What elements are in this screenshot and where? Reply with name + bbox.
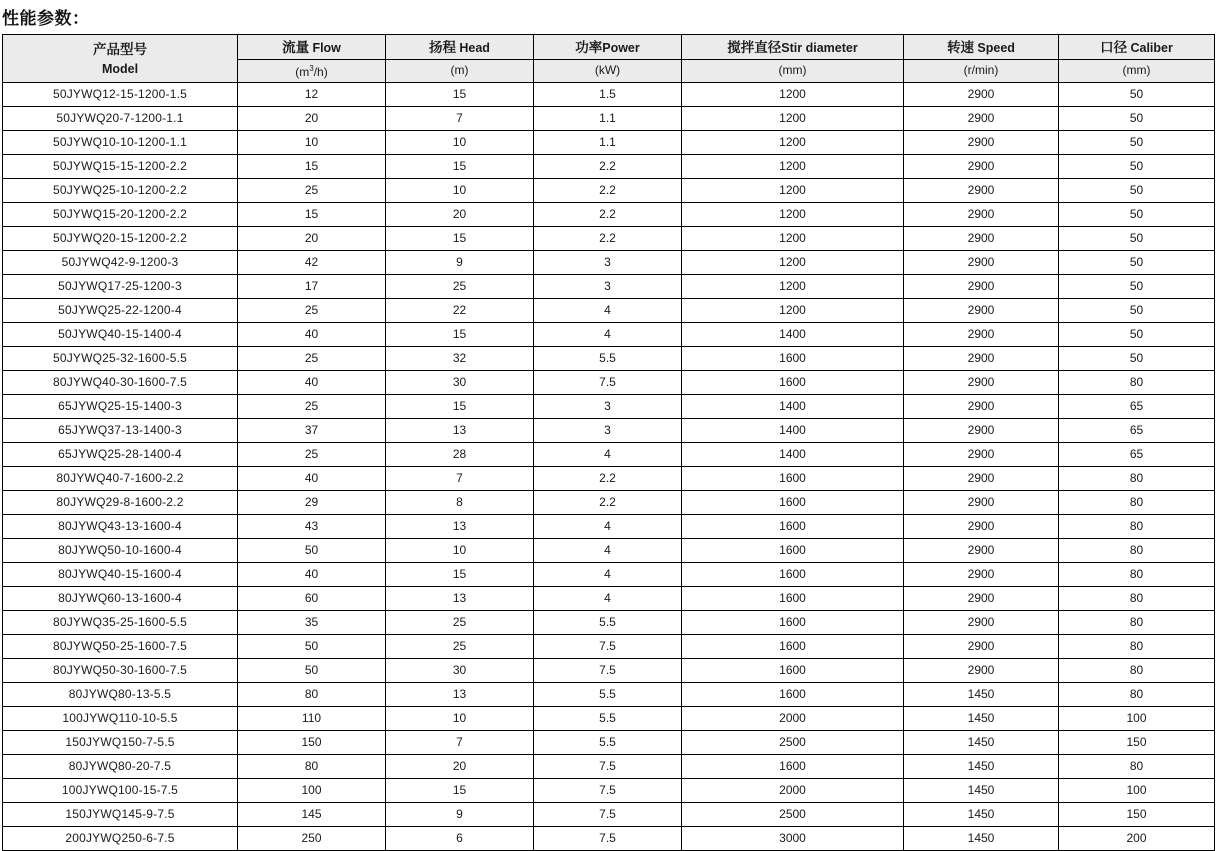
cell-power: 7.5 [534,371,682,395]
cell-power: 4 [534,539,682,563]
cell-power: 5.5 [534,731,682,755]
cell-speed: 2900 [904,443,1059,467]
cell-flow: 25 [238,299,386,323]
cell-caliber: 50 [1059,347,1215,371]
table-row [3,371,1215,395]
cell-stir-diameter: 2500 [682,803,904,827]
cell-power: 3 [534,395,682,419]
cell-speed: 2900 [904,155,1059,179]
cell-speed: 2900 [904,83,1059,107]
cell-model: 50JYWQ10-10-1200-1.1 [3,131,238,155]
cell-caliber: 80 [1059,755,1215,779]
cell-caliber: 80 [1059,635,1215,659]
table-row [3,83,1215,107]
cell-model: 65JYWQ25-15-1400-3 [3,395,238,419]
cell-caliber: 50 [1059,275,1215,299]
cell-head: 13 [386,419,534,443]
cell-flow: 25 [238,347,386,371]
cell-flow: 50 [238,635,386,659]
cell-speed: 2900 [904,563,1059,587]
cell-stir-diameter: 1600 [682,563,904,587]
cell-flow: 29 [238,491,386,515]
cell-power: 5.5 [534,683,682,707]
cell-head: 15 [386,155,534,179]
column-header-caliber-en: Caliber [1130,41,1173,55]
cell-caliber: 80 [1059,371,1215,395]
cell-stir-diameter: 2000 [682,707,904,731]
unit-speed: (r/min) [904,60,1059,83]
cell-model: 50JYWQ15-15-1200-2.2 [3,155,238,179]
cell-stir-diameter: 1200 [682,107,904,131]
cell-stir-diameter: 1600 [682,515,904,539]
table-row [3,731,1215,755]
cell-flow: 40 [238,563,386,587]
table-row [3,803,1215,827]
cell-caliber: 50 [1059,155,1215,179]
cell-speed: 2900 [904,203,1059,227]
cell-flow: 20 [238,227,386,251]
cell-model: 80JYWQ50-25-1600-7.5 [3,635,238,659]
cell-model: 50JYWQ25-10-1200-2.2 [3,179,238,203]
table-row [3,323,1215,347]
unit-stir-diameter: (mm) [682,60,904,83]
cell-head: 30 [386,659,534,683]
column-header-flow [238,35,386,60]
table-row [3,683,1215,707]
cell-power: 7.5 [534,827,682,851]
cell-speed: 2900 [904,395,1059,419]
cell-power: 5.5 [534,707,682,731]
cell-stir-diameter: 1600 [682,347,904,371]
cell-caliber: 65 [1059,419,1215,443]
table-row [3,395,1215,419]
table-row [3,419,1215,443]
table-row [3,467,1215,491]
cell-power: 1.5 [534,83,682,107]
cell-flow: 100 [238,779,386,803]
cell-head: 13 [386,683,534,707]
cell-stir-diameter: 1600 [682,611,904,635]
cell-power: 5.5 [534,611,682,635]
cell-model: 150JYWQ150-7-5.5 [3,731,238,755]
column-header-power [534,35,682,60]
cell-flow: 40 [238,371,386,395]
cell-head: 7 [386,107,534,131]
cell-head: 10 [386,539,534,563]
cell-speed: 1450 [904,683,1059,707]
table-row [3,755,1215,779]
cell-model: 80JYWQ80-13-5.5 [3,683,238,707]
column-header-power-en: Power [602,41,640,55]
cell-head: 25 [386,611,534,635]
cell-stir-diameter: 1600 [682,635,904,659]
cell-caliber: 80 [1059,539,1215,563]
table-row [3,347,1215,371]
cell-speed: 2900 [904,131,1059,155]
table-row [3,587,1215,611]
cell-stir-diameter: 1200 [682,179,904,203]
cell-power: 5.5 [534,347,682,371]
cell-model: 80JYWQ40-7-1600-2.2 [3,467,238,491]
cell-model: 50JYWQ42-9-1200-3 [3,251,238,275]
performance-parameters-table [2,34,1215,851]
table-row [3,299,1215,323]
page-title: 性能参数： [2,9,90,28]
cell-head: 9 [386,803,534,827]
cell-model: 80JYWQ40-30-1600-7.5 [3,371,238,395]
column-header-head-en: Head [459,41,490,55]
cell-flow: 110 [238,707,386,731]
cell-flow: 40 [238,323,386,347]
cell-head: 25 [386,635,534,659]
cell-model: 80JYWQ50-10-1600-4 [3,539,238,563]
cell-flow: 37 [238,419,386,443]
table-body [3,83,1215,851]
cell-flow: 17 [238,275,386,299]
cell-caliber: 50 [1059,251,1215,275]
cell-caliber: 200 [1059,827,1215,851]
column-header-model [3,35,238,83]
cell-caliber: 50 [1059,179,1215,203]
cell-flow: 42 [238,251,386,275]
cell-model: 80JYWQ40-15-1600-4 [3,563,238,587]
table-row [3,827,1215,851]
cell-power: 4 [534,323,682,347]
column-header-head [386,35,534,60]
table-row [3,275,1215,299]
cell-power: 2.2 [534,203,682,227]
cell-stir-diameter: 1600 [682,755,904,779]
cell-caliber: 80 [1059,515,1215,539]
cell-power: 3 [534,251,682,275]
cell-speed: 2900 [904,107,1059,131]
cell-model: 80JYWQ60-13-1600-4 [3,587,238,611]
cell-stir-diameter: 1600 [682,683,904,707]
cell-stir-diameter: 1600 [682,539,904,563]
cell-power: 3 [534,275,682,299]
cell-power: 2.2 [534,179,682,203]
cell-power: 3 [534,419,682,443]
cell-speed: 2900 [904,371,1059,395]
cell-power: 7.5 [534,659,682,683]
cell-stir-diameter: 1200 [682,227,904,251]
cell-model: 50JYWQ15-20-1200-2.2 [3,203,238,227]
cell-power: 2.2 [534,227,682,251]
cell-power: 4 [534,443,682,467]
column-header-caliber [1059,35,1215,60]
cell-flow: 150 [238,731,386,755]
cell-head: 13 [386,587,534,611]
table-header [3,35,1215,83]
cell-speed: 2900 [904,587,1059,611]
cell-caliber: 50 [1059,107,1215,131]
cell-head: 25 [386,275,534,299]
cell-flow: 20 [238,107,386,131]
unit-caliber: (mm) [1059,60,1215,83]
table-row [3,539,1215,563]
cell-power: 1.1 [534,131,682,155]
cell-speed: 2900 [904,323,1059,347]
cell-flow: 10 [238,131,386,155]
cell-speed: 1450 [904,707,1059,731]
cell-model: 65JYWQ37-13-1400-3 [3,419,238,443]
cell-speed: 2900 [904,491,1059,515]
cell-power: 7.5 [534,755,682,779]
unit-head: (m) [386,60,534,83]
unit-flow-text: $(m^3/h)$ [295,64,328,79]
cell-model: 50JYWQ25-22-1200-4 [3,299,238,323]
cell-speed: 2900 [904,251,1059,275]
cell-flow: 15 [238,155,386,179]
table-row [3,107,1215,131]
cell-caliber: 50 [1059,83,1215,107]
cell-caliber: 150 [1059,731,1215,755]
column-header-model-en: Model [101,62,139,76]
cell-head: 15 [386,779,534,803]
cell-stir-diameter: 1400 [682,395,904,419]
cell-stir-diameter: 1600 [682,371,904,395]
cell-flow: 15 [238,203,386,227]
column-header-stir-cn: 搅拌直径 [727,40,782,55]
cell-flow: 250 [238,827,386,851]
cell-model: 50JYWQ17-25-1200-3 [3,275,238,299]
cell-head: 15 [386,395,534,419]
column-header-flow-cn: 流量 [282,40,310,55]
cell-model: 50JYWQ25-32-1600-5.5 [3,347,238,371]
cell-head: 7 [386,731,534,755]
table-row [3,563,1215,587]
table-row [3,659,1215,683]
cell-model: 80JYWQ80-20-7.5 [3,755,238,779]
cell-head: 30 [386,371,534,395]
cell-flow: 25 [238,443,386,467]
cell-head: 15 [386,563,534,587]
cell-caliber: 80 [1059,467,1215,491]
cell-caliber: 65 [1059,395,1215,419]
cell-speed: 2900 [904,611,1059,635]
cell-stir-diameter: 1600 [682,587,904,611]
cell-stir-diameter: 1600 [682,467,904,491]
cell-stir-diameter: 2500 [682,731,904,755]
column-header-power-cn: 功率 [575,40,603,55]
cell-power: 2.2 [534,155,682,179]
cell-head: 6 [386,827,534,851]
cell-caliber: 100 [1059,707,1215,731]
cell-stir-diameter: 1200 [682,299,904,323]
cell-caliber: 50 [1059,323,1215,347]
cell-power: 4 [534,299,682,323]
cell-power: 4 [534,563,682,587]
cell-speed: 2900 [904,539,1059,563]
cell-caliber: 65 [1059,443,1215,467]
table-row [3,179,1215,203]
cell-speed: 2900 [904,299,1059,323]
cell-speed: 1450 [904,803,1059,827]
cell-flow: 80 [238,683,386,707]
column-header-model-cn: 产品型号 [93,42,147,57]
cell-flow: 25 [238,395,386,419]
table-row [3,227,1215,251]
cell-stir-diameter: 3000 [682,827,904,851]
cell-caliber: 80 [1059,611,1215,635]
cell-head: 10 [386,707,534,731]
cell-model: 80JYWQ43-13-1600-4 [3,515,238,539]
cell-model: 80JYWQ35-25-1600-5.5 [3,611,238,635]
cell-speed: 2900 [904,419,1059,443]
cell-power: 1.1 [534,107,682,131]
cell-stir-diameter: 1200 [682,251,904,275]
cell-speed: 1450 [904,755,1059,779]
cell-model: 100JYWQ110-10-5.5 [3,707,238,731]
cell-flow: 40 [238,467,386,491]
cell-model: 50JYWQ20-7-1200-1.1 [3,107,238,131]
cell-stir-diameter: 1400 [682,323,904,347]
cell-head: 7 [386,467,534,491]
unit-power: (kW) [534,60,682,83]
cell-model: 50JYWQ40-15-1400-4 [3,323,238,347]
table-row [3,443,1215,467]
cell-stir-diameter: 1200 [682,275,904,299]
cell-flow: 50 [238,539,386,563]
unit-flow [238,60,386,83]
cell-speed: 1450 [904,731,1059,755]
table-row [3,203,1215,227]
cell-model: 150JYWQ145-9-7.5 [3,803,238,827]
cell-stir-diameter: 1400 [682,443,904,467]
table-row [3,779,1215,803]
cell-head: 15 [386,227,534,251]
cell-flow: 43 [238,515,386,539]
cell-head: 20 [386,755,534,779]
cell-caliber: 100 [1059,779,1215,803]
cell-caliber: 50 [1059,227,1215,251]
cell-caliber: 50 [1059,299,1215,323]
cell-caliber: 80 [1059,563,1215,587]
cell-flow: 145 [238,803,386,827]
cell-stir-diameter: 1200 [682,203,904,227]
cell-power: 2.2 [534,491,682,515]
table-row [3,251,1215,275]
cell-head: 13 [386,515,534,539]
table-row [3,611,1215,635]
cell-head: 20 [386,203,534,227]
column-header-head-cn: 扬程 [429,40,457,55]
table-row [3,515,1215,539]
cell-stir-diameter: 1200 [682,131,904,155]
cell-stir-diameter: 1400 [682,419,904,443]
cell-model: 50JYWQ20-15-1200-2.2 [3,227,238,251]
cell-speed: 2900 [904,347,1059,371]
column-header-speed-cn: 转速 [947,40,975,55]
table-row [3,131,1215,155]
column-header-speed [904,35,1059,60]
cell-stir-diameter: 1600 [682,659,904,683]
cell-speed: 2900 [904,227,1059,251]
cell-caliber: 80 [1059,491,1215,515]
cell-model: 80JYWQ29-8-1600-2.2 [3,491,238,515]
cell-power: 2.2 [534,467,682,491]
cell-power: 4 [534,515,682,539]
cell-stir-diameter: 2000 [682,779,904,803]
cell-stir-diameter: 1200 [682,155,904,179]
column-header-flow-en: Flow [312,41,341,55]
table-row [3,491,1215,515]
cell-speed: 2900 [904,635,1059,659]
cell-power: 4 [534,587,682,611]
cell-flow: 60 [238,587,386,611]
cell-speed: 2900 [904,467,1059,491]
cell-head: 8 [386,491,534,515]
cell-head: 9 [386,251,534,275]
cell-caliber: 50 [1059,203,1215,227]
cell-power: 7.5 [534,803,682,827]
cell-speed: 1450 [904,779,1059,803]
cell-speed: 2900 [904,515,1059,539]
cell-head: 15 [386,323,534,347]
cell-speed: 2900 [904,275,1059,299]
table-header-row [3,35,1215,60]
cell-caliber: 80 [1059,659,1215,683]
cell-model: 65JYWQ25-28-1400-4 [3,443,238,467]
column-header-speed-en: Speed [977,41,1015,55]
cell-caliber: 50 [1059,131,1215,155]
cell-speed: 2900 [904,659,1059,683]
cell-caliber: 80 [1059,683,1215,707]
cell-power: 7.5 [534,635,682,659]
table-row [3,635,1215,659]
cell-model: 100JYWQ100-15-7.5 [3,779,238,803]
cell-stir-diameter: 1600 [682,491,904,515]
table-row [3,707,1215,731]
cell-caliber: 80 [1059,587,1215,611]
cell-head: 10 [386,179,534,203]
cell-head: 22 [386,299,534,323]
cell-flow: 35 [238,611,386,635]
cell-model: 50JYWQ12-15-1200-1.5 [3,83,238,107]
column-header-stir-diameter [682,35,904,60]
column-header-caliber-cn: 口径 [1100,40,1128,55]
cell-flow: 50 [238,659,386,683]
column-header-stir-en: Stir diameter [781,41,858,55]
cell-flow: 80 [238,755,386,779]
cell-power: 7.5 [534,779,682,803]
cell-head: 28 [386,443,534,467]
cell-speed: 1450 [904,827,1059,851]
cell-caliber: 150 [1059,803,1215,827]
cell-stir-diameter: 1200 [682,83,904,107]
cell-model: 80JYWQ50-30-1600-7.5 [3,659,238,683]
cell-model: 200JYWQ250-6-7.5 [3,827,238,851]
cell-head: 15 [386,83,534,107]
cell-head: 10 [386,131,534,155]
cell-speed: 2900 [904,179,1059,203]
table-row [3,155,1215,179]
cell-flow: 12 [238,83,386,107]
cell-flow: 25 [238,179,386,203]
cell-head: 32 [386,347,534,371]
